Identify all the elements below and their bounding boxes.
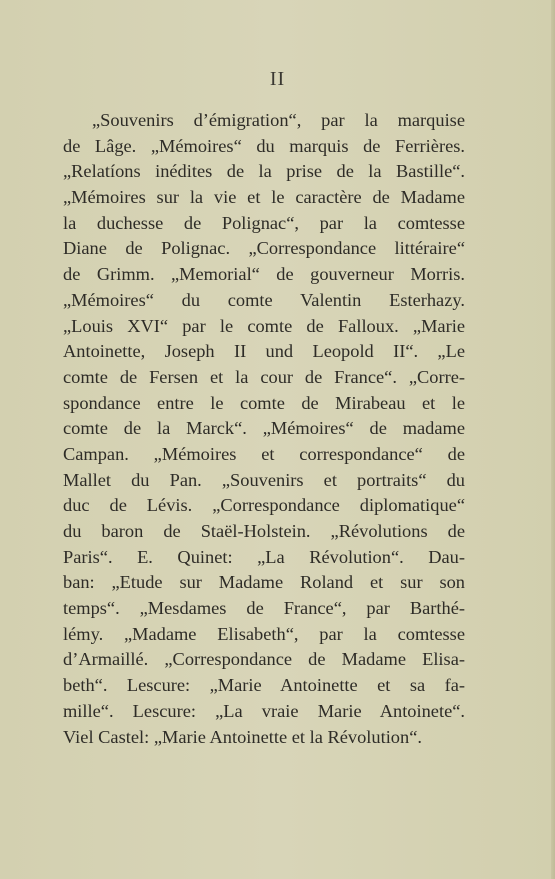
text-line: mille“. Lescure: „La vraie Marie Antoinete“. xyxy=(63,700,465,721)
text-line: temps“. „Mesdames de France“, par Barthé- xyxy=(63,598,465,619)
text-line: Viel Castel: „Marie Antoinette et la Révolution“. xyxy=(63,726,422,747)
text-line: „Mémoires sur la vie et le caractère de Madame xyxy=(63,187,465,208)
text-line: de Grimm. „Memorial“ de gouverneur Morris. xyxy=(63,264,465,285)
text-line: d’Armaillé. „Correspondance de Madame Elisa- xyxy=(63,649,465,670)
text-line: Antoinette, Joseph II und Leopold II“. „Le xyxy=(63,341,465,362)
bibliography-paragraph xyxy=(63,108,465,750)
text-line: Campan. „Mémoires et correspondance“ de xyxy=(63,443,465,464)
text-line: „Louis XVI“ par le comte de Falloux. „Marie xyxy=(63,315,465,336)
text-line: duc de Lévis. „Correspondance diplomatique“ xyxy=(63,495,465,516)
text-line: comte de la Marck“. „Mémoires“ de madame xyxy=(63,418,465,439)
text-line: „Souvenirs d’émigration“, par la marquise xyxy=(92,110,465,130)
text-line: comte de Fersen et la cour de France“. „Corre- xyxy=(63,366,465,387)
text-line: „Relatíons inédites de la prise de la Bastille“. xyxy=(63,161,465,182)
text-line: de Lâge. „Mémoires“ du marquis de Ferrières. xyxy=(63,135,465,156)
text-line: lémy. „Madame Elisabeth“, par la comtesse xyxy=(63,623,465,644)
text-line: beth“. Lescure: „Marie Antoinette et sa fa- xyxy=(63,675,465,696)
page-edge xyxy=(551,0,555,879)
text-line: spondance entre le comte de Mirabeau et le xyxy=(63,392,465,413)
page-number: II xyxy=(269,68,286,90)
text-line: la duchesse de Polignac“, par la comtesse xyxy=(63,212,465,233)
text-line: Paris“. E. Quinet: „La Révolution“. Dau- xyxy=(63,546,465,567)
text-line: Mallet du Pan. „Souvenirs et portraits“ du xyxy=(63,469,465,490)
text-line: du baron de Staël-Holstein. „Révolutions de xyxy=(63,521,465,541)
text-line: „Mémoires“ du comte Valentin Esterhazy. xyxy=(63,289,465,310)
text-line: ban: „Etude sur Madame Roland et sur son xyxy=(63,572,465,593)
text-line: Diane de Polignac. „Correspondance littéraire“ xyxy=(63,238,465,259)
